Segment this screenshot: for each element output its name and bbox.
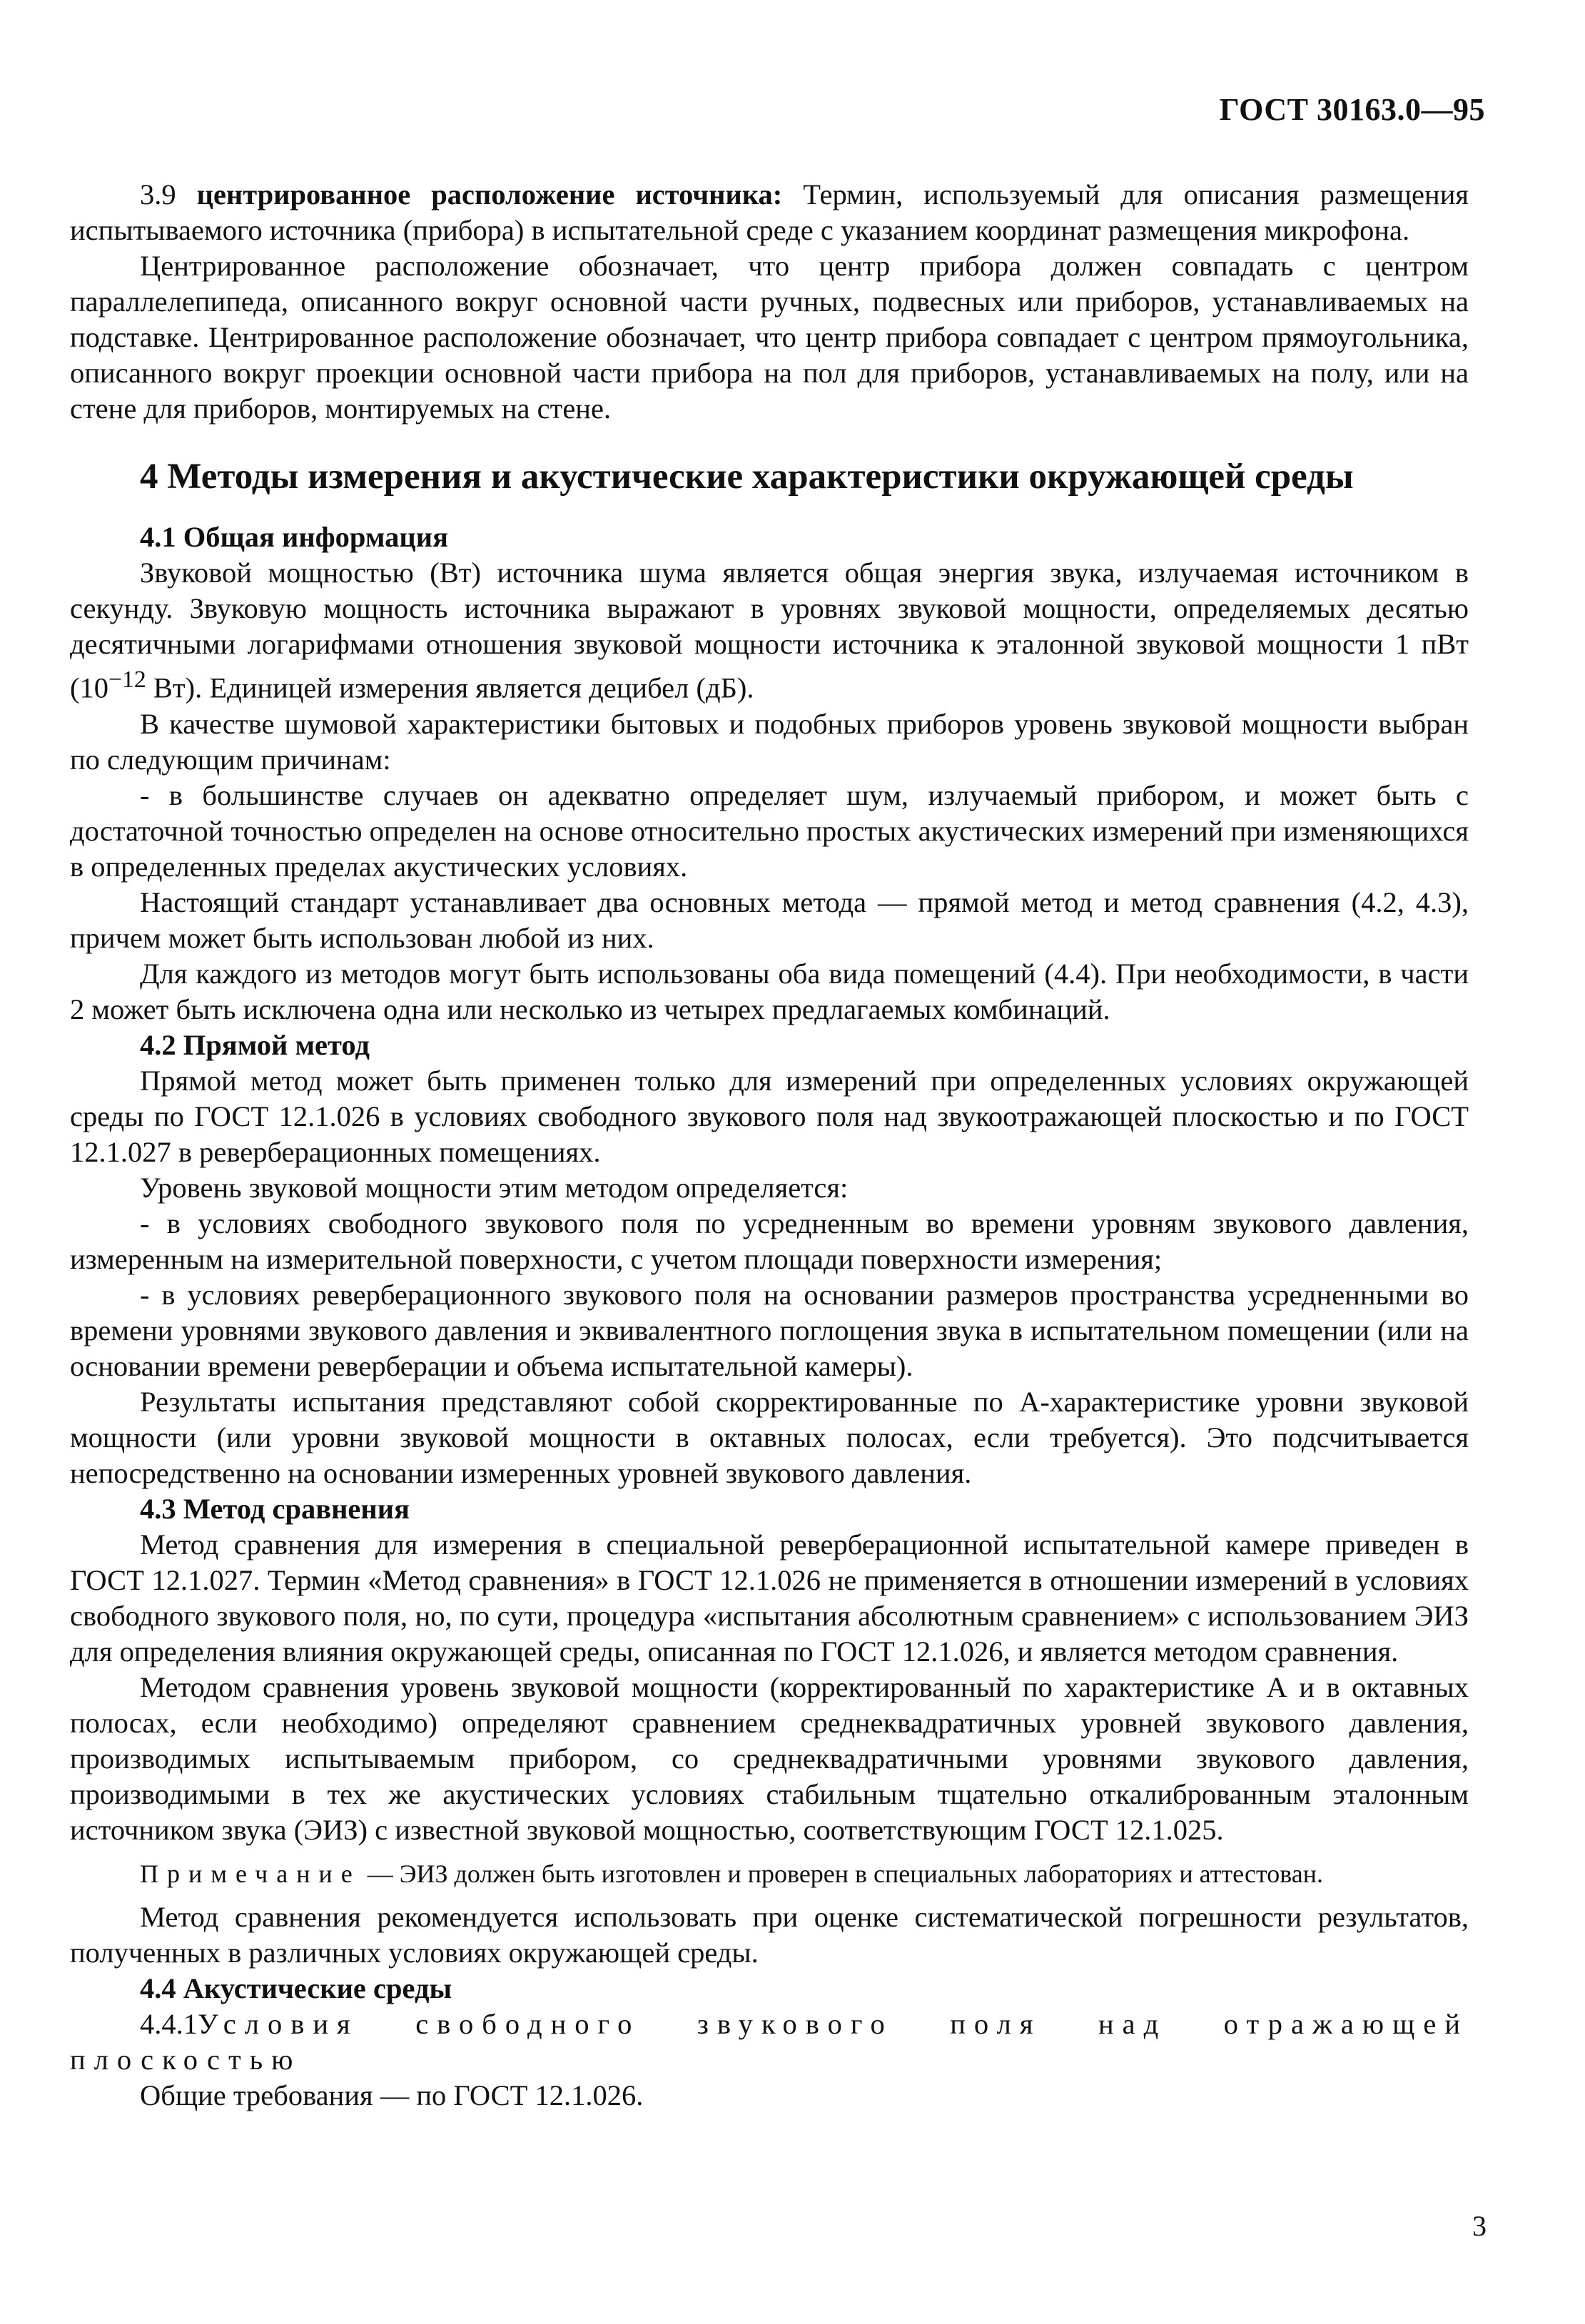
paragraph: Общие требования — по ГОСТ 12.1.026. [140, 2079, 644, 2111]
clause-4-4-1-heading [70, 2006, 1469, 2042]
term-definition: центрированное расположение источника: [196, 178, 783, 210]
note [70, 1852, 1469, 1895]
subsection-title: 4.3 Метод сравнения [140, 1492, 410, 1525]
subsection-title: 4.4 Акустические среды [140, 1972, 452, 2004]
list-item: - в условиях свободного звукового поля по усредненным во времени уровням звукового давления, измеренным на измерительной поверхности, с учетом площади поверхности измерения; [70, 1207, 1469, 1275]
clause-title: Условия свободного звукового поля над отражающей [198, 2007, 1469, 2040]
paragraph: Прямой метод может быть применен только для измерений при определенных условиях окружающей среды по ГОСТ 12.1.026 в условиях свободного звукового поля над звукоотражающей плоскостью и по ГОСТ 12.1.027 в реверберационных помещениях. [70, 1064, 1469, 1168]
paragraph: Уровень звуковой мощности этим методом определяется: [140, 1171, 849, 1204]
paragraph: Метод сравнения для измерения в специальной реверберационной испытательной камере приведен в ГОСТ 12.1.027. Термин «Метод сравнения» в ГОСТ 12.1.026 не применяется в отношении измерений в условиях свободного звукового поля, но, по сути, процедура «испытания абсолютным сравнением» с использованием ЭИЗ для определения влияния окружающей среды, описанная по ГОСТ 12.1.026, и является методом сравнения. [70, 1528, 1469, 1668]
clause-text: Термин, используемый для описания размещения испытываемого источника (прибора) в испытательной среде с указанием координат размещения микрофона. [70, 178, 1469, 246]
list-item: - в условиях реверберационного звукового поля на основании размеров пространства усредненными во времени уровнями звукового давления и эквивалентного поглощения звука в испытательном помещении (или на основании времени реверберации и объема испытательной камеры). [70, 1278, 1469, 1382]
paragraph: Для каждого из методов могут быть использованы оба вида помещений (4.4). При необходимости, в части 2 может быть исключена одна или несколько из четырех предлагаемых комбинаций. [70, 957, 1469, 1025]
note-label: Примечание [140, 1859, 361, 1888]
subsection-title: 4.1 Общая информация [140, 521, 448, 553]
exponent: −12 [108, 666, 146, 693]
paragraph: Настоящий стандарт устанавливает два основных метода — прямой метод и метод сравнения (4.2, 4.3), причем может быть использован любой из них. [70, 886, 1469, 954]
paragraph: Методом сравнения уровень звуковой мощности (корректированный по характеристике А и в октавных полосах, если необходимо) определяют сравнением среднеквадратичных уровней звукового давления, производимых испытываемым прибором, со среднеквадратичными уровнями звукового давления, производимыми в тех же акустических условиях стабильным тщательно откалиброванным эталонным источником звука (ЭИЗ) с известной звуковой мощностью, соответствующим ГОСТ 12.1.025. [70, 1670, 1469, 1846]
section-title: 4 Методы измерения и акустические характеристики окружающей среды [140, 457, 1354, 497]
paragraph: Метод сравнения рекомендуется использовать при оценке систематической погрешности результатов, полученных в различных условиях окружающей среды. [70, 1900, 1469, 1969]
clause-title-continued: плоскостью [70, 2043, 302, 2076]
paragraph: Центрированное расположение обозначает, что центр прибора должен совпадать с центром параллелепипеда, описанного вокруг основной части ручных, подвесных или приборов, устанавливаемых на подставке. Центрированное расположение обозначает, что центр прибора совпадает с центром прямоугольника, описанного вокруг проекции основной части прибора на пол для приборов, устанавливаемых на полу, или на стене для приборов, монтируемых на стене. [70, 250, 1469, 425]
clause-number: 4.4.1 [140, 2007, 198, 2040]
clause-number: 3.9 [140, 178, 176, 210]
paragraph: Результаты испытания представляют собой скорректированные по А-характеристике уровни звуковой мощности (или уровни звуковой мощности в октавных полосах, если требуется). Это подсчитывается непосредственно на основании измеренных уровней звукового давления. [70, 1385, 1469, 1489]
standard-code-header: ГОСТ 30163.0—95 [1219, 92, 1485, 127]
clause-3-9 [70, 177, 1469, 248]
list-item: - в большинстве случаев он адекватно определяет шум, излучаемый прибором, и может быть с достаточной точностью определен на основе относительно простых акустических измерений при изменяющихся в определенных пределах акустических условиях. [70, 778, 1469, 883]
subsection-title: 4.2 Прямой метод [140, 1028, 370, 1061]
page-number: 3 [1472, 2210, 1487, 2242]
document-body [70, 177, 1469, 2114]
note-text: — ЭИЗ должен быть изготовлен и проверен в специальных лабораториях и аттестован. [360, 1859, 1323, 1888]
paragraph: В качестве шумовой характеристики бытовых и подобных приборов уровень звуковой мощности выбран по следующим причинам: [70, 707, 1469, 776]
paragraph: Звуковой мощностью (Вт) источника шума является общая энергия звука, излучаемая источником в секунду. Звуковую мощность источника выражают в уровнях звуковой мощности, определяемых десятью десятичными логарифмами отношения звуковой мощности источника к эталонной звуковой мощности 1 пВт ($10^{-12}$ Вт). Единицей измерения является децибел (дБ). [70, 557, 1469, 704]
